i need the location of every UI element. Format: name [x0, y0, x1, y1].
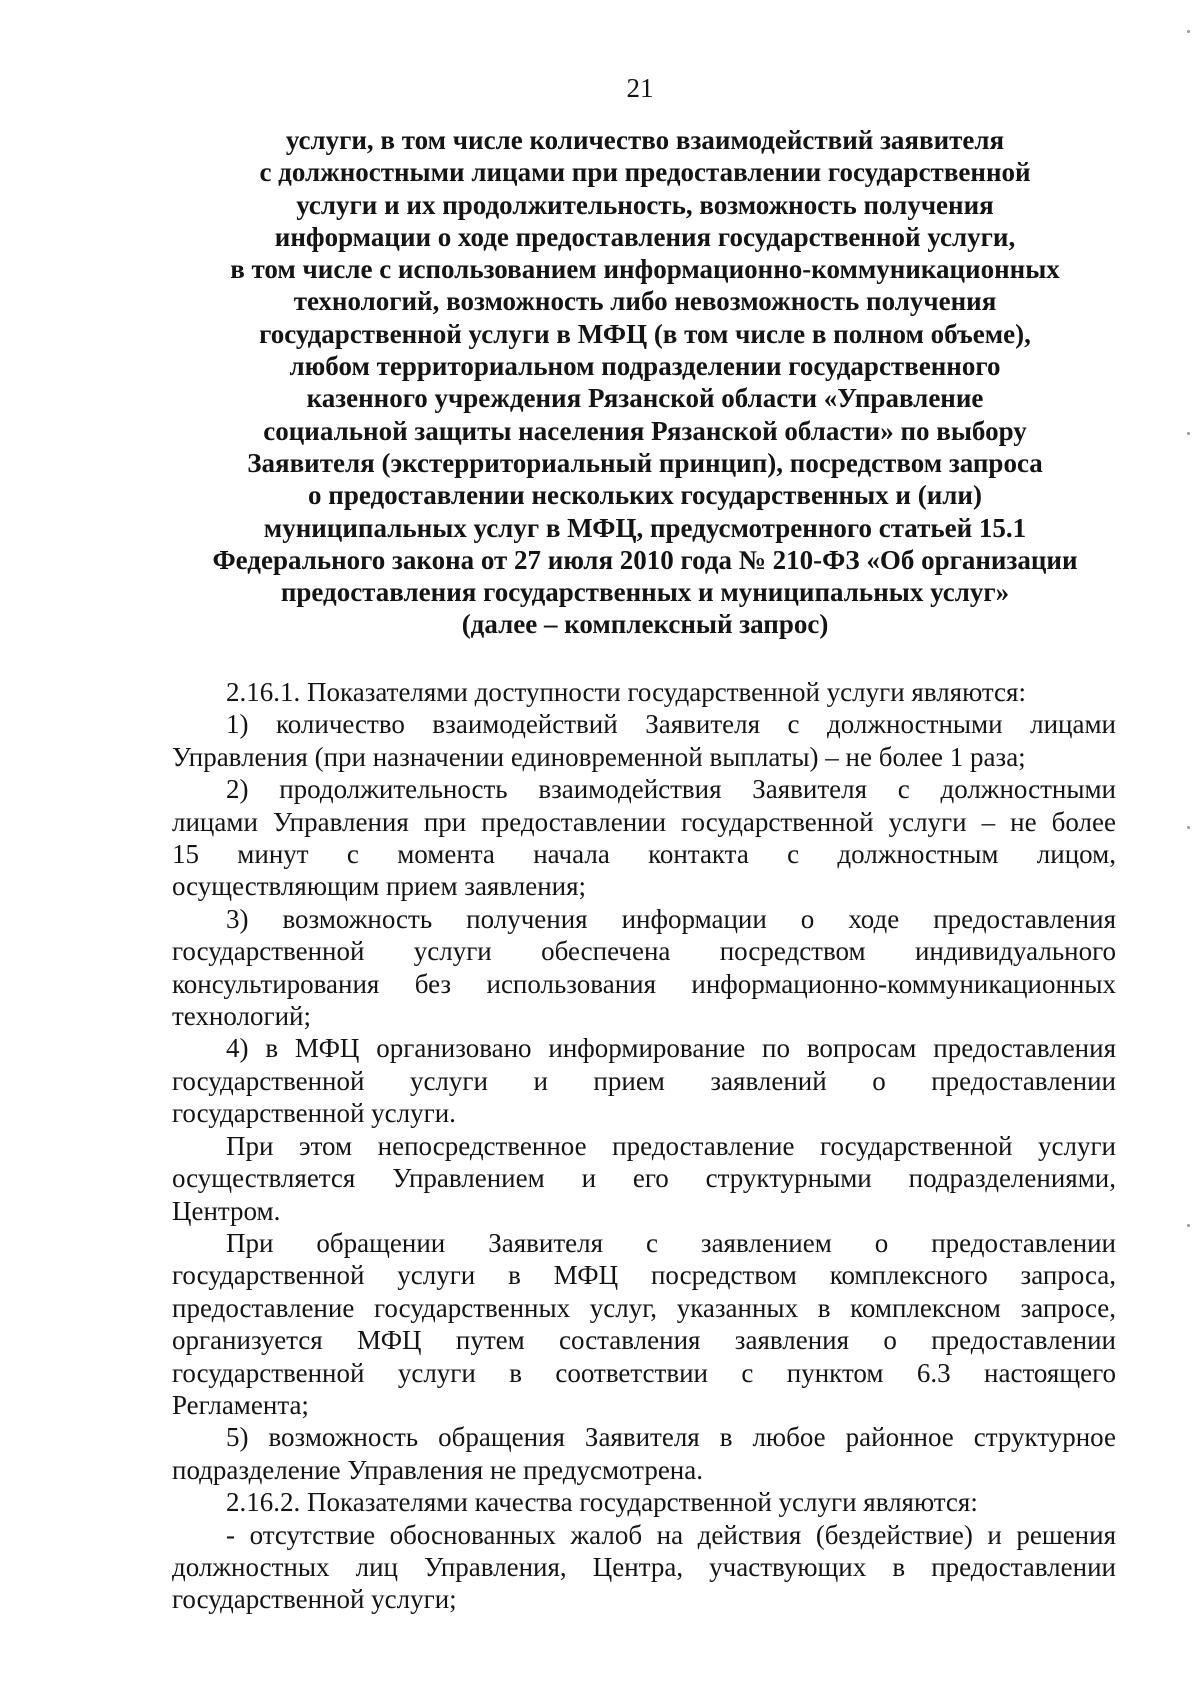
paragraph [172, 903, 1116, 1033]
scan-speck [1187, 826, 1190, 829]
paragraph [172, 1130, 1116, 1227]
paragraph [172, 773, 1116, 903]
paragraph [172, 1486, 1116, 1518]
heading-line: Заявителя (экстерриториальный принцип), посредством запроса [247, 447, 1043, 478]
paragraph-line: технологий; [172, 1001, 311, 1032]
paragraph-line: организуется МФЦ путем составления заявления о предоставлении [172, 1325, 1116, 1356]
paragraph [172, 676, 1116, 708]
paragraph-line: предоставление государственных услуг, указанных в комплексном запросе, [172, 1292, 1116, 1323]
paragraph [172, 1519, 1116, 1616]
heading-line: социальной защиты населения Рязанской области» по выбору [263, 415, 1027, 446]
paragraph-line: консультирования без использования информационно-коммуникационных [172, 968, 1116, 999]
heading-line: любом территориальном подразделении государственного [289, 351, 1001, 382]
heading-line: в том числе с использованием информационно-коммуникационных [230, 254, 1060, 285]
heading-line: государственной услуги в МФЦ (в том числе в полном объеме), [259, 318, 1031, 349]
section-heading [170, 124, 1120, 641]
paragraph-line: государственной услуги обеспечена посредством индивидуального [172, 936, 1116, 967]
paragraph-line: При обращении Заявителя с заявлением о предоставлении [226, 1227, 1116, 1258]
paragraph-line: государственной услуги и прием заявлений о предоставлении [172, 1065, 1116, 1096]
paragraph-line: государственной услуги. [172, 1098, 456, 1129]
heading-line: информации о ходе предоставления государственной услуги, [274, 221, 1016, 252]
paragraph-line: 4) в МФЦ организовано информирование по вопросам предоставления [226, 1033, 1116, 1064]
paragraph-line: осуществляется Управлением и его структурными подразделениями, [172, 1163, 1116, 1194]
paragraph-line: 1) количество взаимодействий Заявителя с должностными лицами [226, 709, 1116, 740]
paragraph-line: осуществляющим прием заявления; [172, 871, 587, 902]
heading-line: о предоставлении нескольких государственных и (или) [308, 480, 982, 511]
paragraph-line: 3) возможность получения информации о ходе предоставления [226, 903, 1116, 934]
paragraph-line: 2.16.1. Показателями доступности государственной услуги являются: [226, 677, 1026, 707]
heading-line: казенного учреждения Рязанской области «Управление [306, 383, 984, 414]
paragraph [172, 1421, 1116, 1486]
heading-line: Федерального закона от 27 июля 2010 года № 210-ФЗ «Об организации [212, 544, 1078, 575]
heading-line: (далее – комплексный запрос) [461, 609, 829, 640]
paragraph-line: лицами Управления при предоставлении государственной услуги – не более [172, 806, 1116, 837]
heading-line: услуги и их продолжительность, возможность получения [296, 189, 994, 220]
paragraph-line: государственной услуги; [172, 1584, 457, 1615]
heading-line: предоставления государственных и муниципальных услуг» [280, 577, 1010, 608]
paragraph-line: 15 минут с момента начала контакта с должностным лицом, [172, 839, 1116, 870]
paragraph-line: Управления (при назначении единовременной выплаты) – не более 1 раза; [172, 741, 1026, 772]
scan-speck [1187, 432, 1190, 435]
heading-line: с должностными лицами при предоставлении государственной [259, 157, 1031, 188]
paragraph-line: 2) продолжительность взаимодействия Заявителя с должностными [226, 774, 1116, 805]
paragraph-line: 2.16.2. Показателями качества государственной услуги являются: [226, 1487, 978, 1518]
heading-line: технологий, возможность либо невозможность получения [293, 286, 997, 317]
heading-line: услуги, в том числе количество взаимодействий заявителя [285, 125, 1005, 155]
paragraph-line: - отсутствие обоснованных жалоб на действия (бездействие) и решения [226, 1519, 1116, 1550]
page-number: 21 [626, 73, 654, 103]
paragraph [172, 708, 1116, 773]
scan-speck [1187, 30, 1190, 33]
paragraph-line: При этом непосредственное предоставление государственной услуги [226, 1130, 1116, 1161]
paragraph-line: 5) возможность обращения Заявителя в любое районное структурное [226, 1422, 1116, 1453]
document-body [172, 676, 1116, 1616]
paragraph [172, 1032, 1116, 1129]
paragraph-line: Регламента; [172, 1389, 309, 1420]
paragraph-line: должностных лиц Управления, Центра, участвующих в предоставлении [172, 1551, 1116, 1582]
paragraph-line: государственной услуги в соответствии с пунктом 6.3 настоящего [172, 1357, 1116, 1388]
paragraph-line: государственной услуги в МФЦ посредством комплексного запроса, [172, 1260, 1116, 1291]
scan-speck [1187, 1224, 1190, 1227]
paragraph [172, 1227, 1116, 1421]
paragraph-line: подразделение Управления не предусмотрена. [172, 1454, 703, 1485]
heading-line: муниципальных услуг в МФЦ, предусмотренного статьей 15.1 [263, 512, 1027, 543]
paragraph-line: Центром. [172, 1195, 281, 1226]
